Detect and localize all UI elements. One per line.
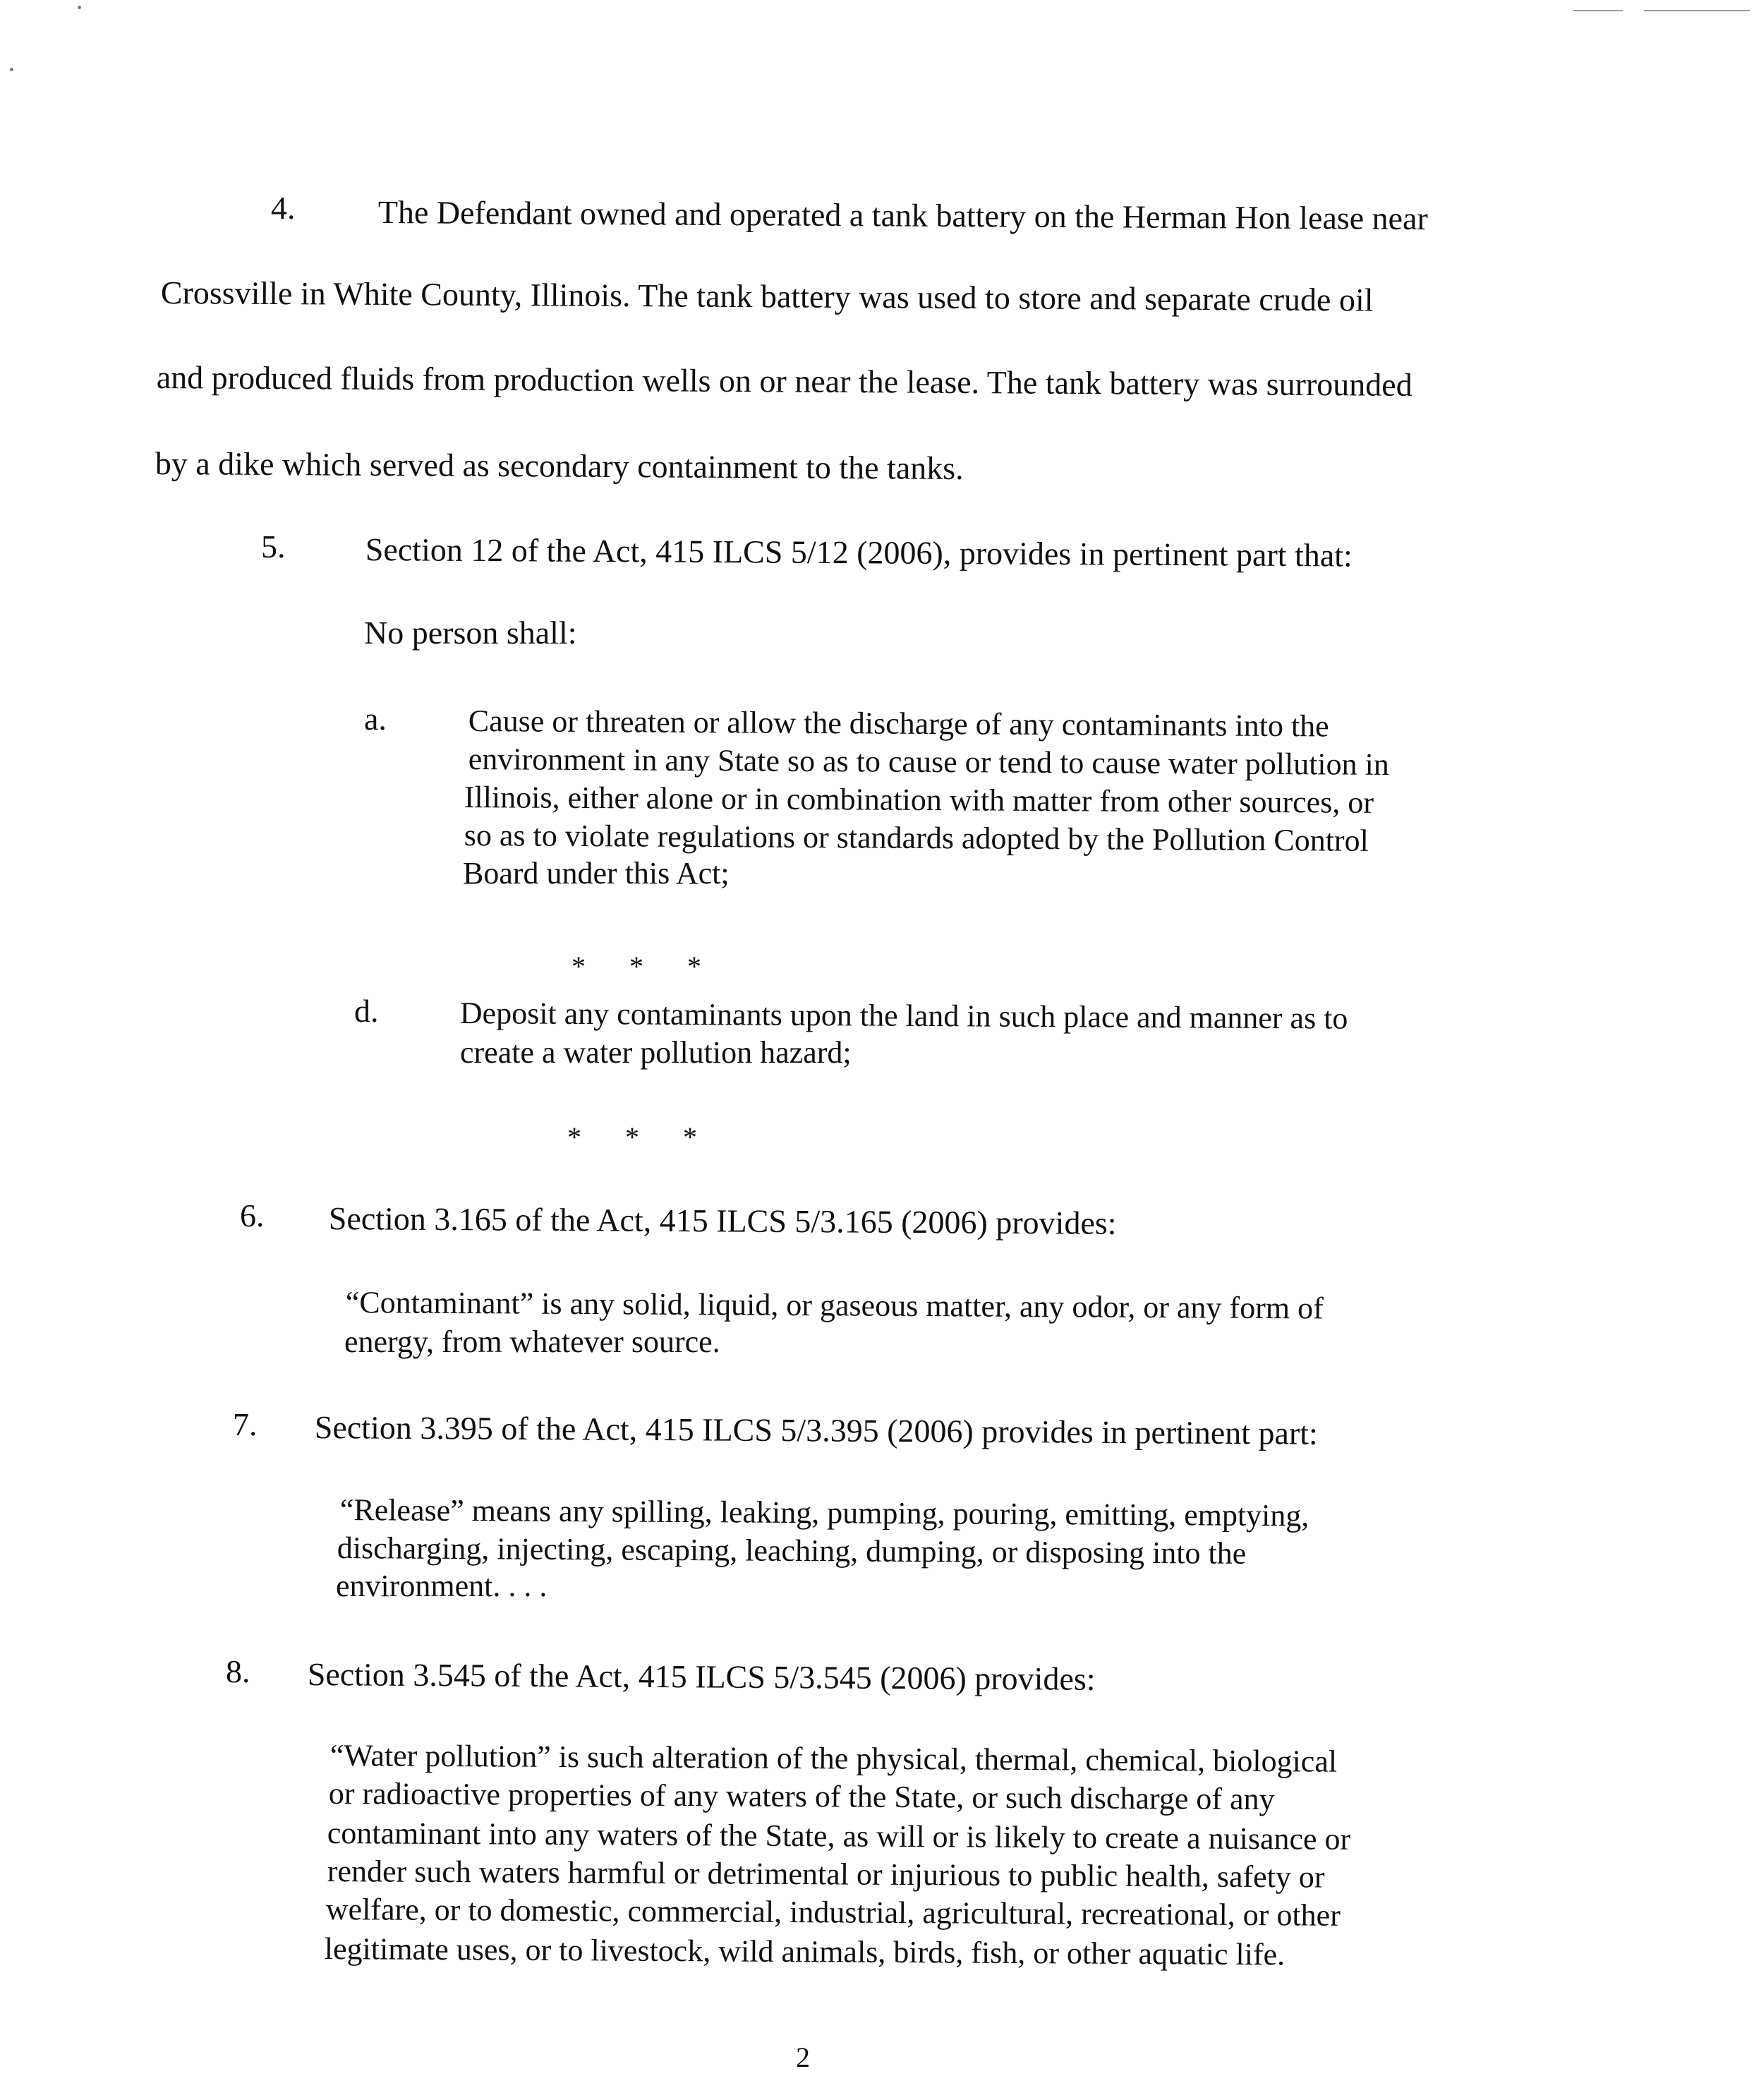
item-d-letter: d. xyxy=(354,993,379,1029)
item-d-line-1: Deposit any contaminants upon the land in such place and manner as to xyxy=(459,996,1348,1036)
item-a-line-5: Board under this Act; xyxy=(463,856,730,891)
paragraph-4-number: 4. xyxy=(271,190,296,226)
paragraph-8-quote-line-2: or radioactive properties of any waters of the State, or such discharge of any xyxy=(328,1776,1275,1817)
item-a-letter: a. xyxy=(364,701,387,737)
paragraph-6-intro: Section 3.165 of the Act, 415 ILCS 5/3.165 (2006) provides: xyxy=(328,1200,1117,1241)
scan-speck xyxy=(10,68,13,71)
paragraph-4-line-1: The Defendant owned and operated a tank battery on the Herman Hon lease near xyxy=(377,194,1428,237)
paragraph-4-line-3: and produced fluids from production wells on or near the lease. The tank battery was surrounded xyxy=(156,359,1413,403)
ellipsis-stars-2: * * * xyxy=(567,1121,715,1153)
paragraph-7-intro: Section 3.395 of the Act, 415 ILCS 5/3.395 (2006) provides in pertinent part: xyxy=(314,1409,1318,1452)
paragraph-8-intro: Section 3.545 of the Act, 415 ILCS 5/3.545 (2006) provides: xyxy=(307,1656,1096,1697)
paragraph-6-quote-line-2: energy, from whatever source. xyxy=(344,1324,720,1359)
paragraph-6-number: 6. xyxy=(240,1197,265,1233)
paragraph-8-quote-line-4: render such waters harmful or detrimental or injurious to public health, safety or xyxy=(327,1854,1325,1895)
item-a-line-3: Illinois, either alone or in combination with matter from other sources, or xyxy=(464,780,1374,820)
paragraph-4-line-4: by a dike which served as secondary containment to the tanks. xyxy=(155,445,964,486)
ellipsis-stars-1: * * * xyxy=(571,951,720,982)
scan-speck xyxy=(78,6,81,9)
paragraph-8-quote-line-3: contaminant into any waters of the State, as will or is likely to create a nuisance or xyxy=(327,1816,1351,1857)
paragraph-8-quote-line-1: “Water pollution” is such alteration of the physical, thermal, chemical, biological xyxy=(329,1738,1338,1779)
item-a-line-2: environment in any State so as to cause or tend to cause water pollution in xyxy=(468,742,1390,782)
paragraph-8-quote-line-6: legitimate uses, or to livestock, wild animals, birds, fish, or other aquatic life. xyxy=(324,1931,1286,1972)
scan-edge-mark xyxy=(1644,10,1750,11)
paragraph-7-number: 7. xyxy=(233,1406,258,1442)
paragraph-8-quote-line-5: welfare, or to domestic, commercial, industrial, agricultural, recreational, or other xyxy=(325,1892,1341,1933)
paragraph-8-number: 8. xyxy=(226,1653,250,1689)
item-d-line-2: create a water pollution hazard; xyxy=(460,1035,852,1070)
paragraph-5-intro: Section 12 of the Act, 415 ILCS 5/12 (2006), provides in pertinent part that: xyxy=(365,531,1353,574)
paragraph-4-line-2: Crossville in White County, Illinois. The tank battery was used to store and separate crude oil xyxy=(160,274,1374,318)
item-a-line-4: so as to violate regulations or standards adopted by the Pollution Control xyxy=(464,818,1369,858)
scan-edge-mark xyxy=(1573,10,1623,11)
paragraph-7-quote-line-1: “Release” means any spilling, leaking, pumping, pouring, emitting, emptying, xyxy=(339,1492,1310,1533)
paragraph-5-lead: No person shall: xyxy=(364,615,577,651)
item-a-line-1: Cause or threaten or allow the discharge of any contaminants into the xyxy=(468,704,1329,744)
page-number: 2 xyxy=(796,2041,810,2073)
paragraph-7-quote-line-3: environment. . . . xyxy=(336,1569,548,1603)
paragraph-7-quote-line-2: discharging, injecting, escaping, leaching, dumping, or disposing into the xyxy=(337,1531,1247,1571)
paragraph-5-number: 5. xyxy=(261,529,286,565)
paragraph-6-quote-line-1: “Contaminant” is any solid, liquid, or gaseous matter, any odor, or any form of xyxy=(345,1285,1324,1326)
